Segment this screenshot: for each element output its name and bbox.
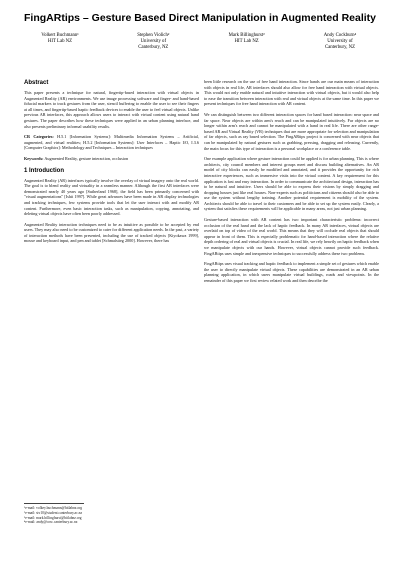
author-name: Stephen Violich²: [137, 33, 170, 38]
author-affiliation-line2: Canterbury, NZ: [324, 45, 356, 50]
right-column: [204, 79, 379, 289]
author: [300, 33, 380, 51]
footnote: ⁴e-mail: andy@cosc.canterbury.ac.nz: [24, 520, 78, 525]
cr-text: H.5.1 [Information Systems]: Multimedia Information Systems – Artificial, augmented, and virtual realities; H.5.2 [Information Systems]: User Interfaces – Haptic I/O, I.3.6 [Computer Graphics]: Methodology and Techniques – Interaction techniques: [24, 134, 200, 151]
cr-categories: [24, 134, 199, 151]
body-paragraph-3: One example application where gesture interaction could be applied is for urban planning. This is where architects, city council members and interest groups meet and discuss building alternatives. An AR model of city blocks can easily be modified and annotated, and it provides the opportunity for rich interactive experiences, such as immersive visits into the virtual content. A key requirement for this application is fast and easy interaction. In order to communicate the architectural design, interaction has to be natural and intuitive. Users should be able to express their visions by simply dragging and dropping houses just like real houses. Non-experts such as politicians and citizens should also be able to use the system without lengthy training. Another potential requirement is mobility of the system. Architects should be able to travel to their customers and be able to set up the system easily. Clearly, a system that satisfies these requirements will be applicable in many areas, not just urban planning.: [204, 156, 379, 212]
intro-paragraph-1: Augmented Reality (AR) interfaces typically involve the overlay of virtual imagery onto the real world. The goal is to blend reality and virtuality in a seamless manner. Although the first AR interfaces were demonstrated nearly 40 years ago [Sutherland 1968], the field has been primarily concerned with "visual augmentations" [Ishii 1997]. While great advances have been made in AR display technologies and tracking techniques, few systems provide tools that let the user interact with and modify AR content. Furthermore, even basic interaction tasks, such as manipulation, copying, annotating, and deleting virtual objects have often been poorly addressed.: [24, 177, 199, 217]
author: [207, 33, 287, 51]
intro-heading: 1 Introduction: [24, 167, 64, 174]
author-affiliation-line2: Canterbury, NZ: [138, 45, 169, 50]
author: [113, 33, 193, 51]
abstract-text: This paper presents a technique for natural, fingertip-based interaction with virtual objects in Augmented Reality (AR) environments. We use image processing software and finger- and hand-based fiducial markers to track gestures from the user, stencil buffering to enable the user to see their fingers at all times, and fingertip-based haptic feedback devices to enable the user to feel virtual objects. Unlike previous AR interfaces, this approach allows users to interact with virtual content using natural hand gestures. The paper describes how these techniques were applied in an urban planning interface, and also presents preliminary informal usability results.: [24, 90, 199, 129]
body-paragraph-1: been little research on the use of free hand interaction. Since hands are our main means of interaction with objects in real life, AR interfaces should also allow for free hand interaction with virtual objects. This would not only enable natural and intuitive interaction with virtual objects, but it would also help to ease the transition between interaction with real and virtual objects at the same time. In this paper we present techniques for free hand interaction with AR content.: [204, 79, 379, 107]
body-paragraph-4: Gesture-based interaction with AR content has two important characteristic problems: incorrect occlusion of the real hand and the lack of haptic feedback. In many AR interfaces, virtual objects are overlaid on top of video of the real world. This means that they will occlude real objects that should appear in front of them. This is especially problematic for hand-based interaction where the relative depth ordering of real and virtual objects is crucial. In real life, we rely heavily on haptic feedback when we manipulate objects with our hands. However, virtual objects cannot provide such feedback. FingARtips uses simple and inexpensive techniques to successfully address these two problems.: [204, 217, 379, 256]
abstract-heading: Abstract: [24, 80, 49, 86]
author-block: [20, 33, 380, 51]
author-affiliation: University of: [140, 39, 167, 44]
keywords-label: Keywords:: [24, 155, 44, 161]
footnotes: [24, 503, 199, 525]
author-name: Volkert Buchmann¹: [41, 33, 79, 38]
left-column: [24, 80, 199, 249]
body-paragraph-5: FingARtips uses visual tracking and haptic feedback to implement a simple set of gestures which enable the user to directly manipulate virtual objects. These capabilities are demonstrated in an AR urban planning application, in which users manipulate virtual buildings, roads and viewpoints. In the remainder of this paper we first review related work and then describe the: [204, 261, 379, 283]
keywords-text: Augmented Reality, gesture interaction, occlusion: [44, 155, 129, 161]
body-paragraph-2: We can distinguish between two different interaction spaces for hand based interaction: near space and far space. Near objects are within arm's reach and can be manipulated intuitively. Far objects are no longer within arm's reach and cannot be manipulated with a hand in real life. There are other range-based AR and Virtual Reality (VR) techniques that are more appropriate for selection and manipulation of far objects, such as ray based selection. The FingARtips project is concerned with near objects that can be manipulated by natural gestures such as grabbing, pressing, dragging and releasing. Currently, the main focus for this type of interaction is a personal workplace or a conference table.: [204, 111, 379, 151]
author: [20, 33, 100, 51]
author-affiliation: HIT Lab NZ: [234, 39, 259, 44]
footnote: ¹e-mail: volkey.buchmann@hitlabnz.org: [24, 506, 83, 510]
footnote: ³e-mail: mark.billinghurst@hitlabnz.org: [24, 515, 82, 520]
footnote: ²e-mail: stv10@student.canterbury.ac.nz: [24, 510, 83, 515]
author-affiliation: HIT Lab NZ: [47, 39, 73, 44]
author-affiliation: University of: [327, 39, 353, 44]
keywords: [24, 156, 199, 162]
footnote-rule: [24, 503, 84, 504]
author-name: Andy Cockburn⁴: [323, 33, 357, 38]
cr-label: CR Categories:: [24, 134, 54, 140]
author-name: Mark Billinghurst³: [228, 33, 265, 38]
paper-title: FingARtips – Gesture Based Direct Manipulation in Augmented Reality: [24, 12, 376, 24]
intro-paragraph-2: Augmented Reality interaction techniques need to be as intuitive as possible to be accepted by end users. They may also need to be customized to cater for different application needs. In the past, a variety of interaction methods have been presented, including the use of tracked objects [Kiyokawa 1999], mouse and keyboard input, and pen and tablet [Schmalstieg 2000]. However, there has: [24, 221, 199, 244]
